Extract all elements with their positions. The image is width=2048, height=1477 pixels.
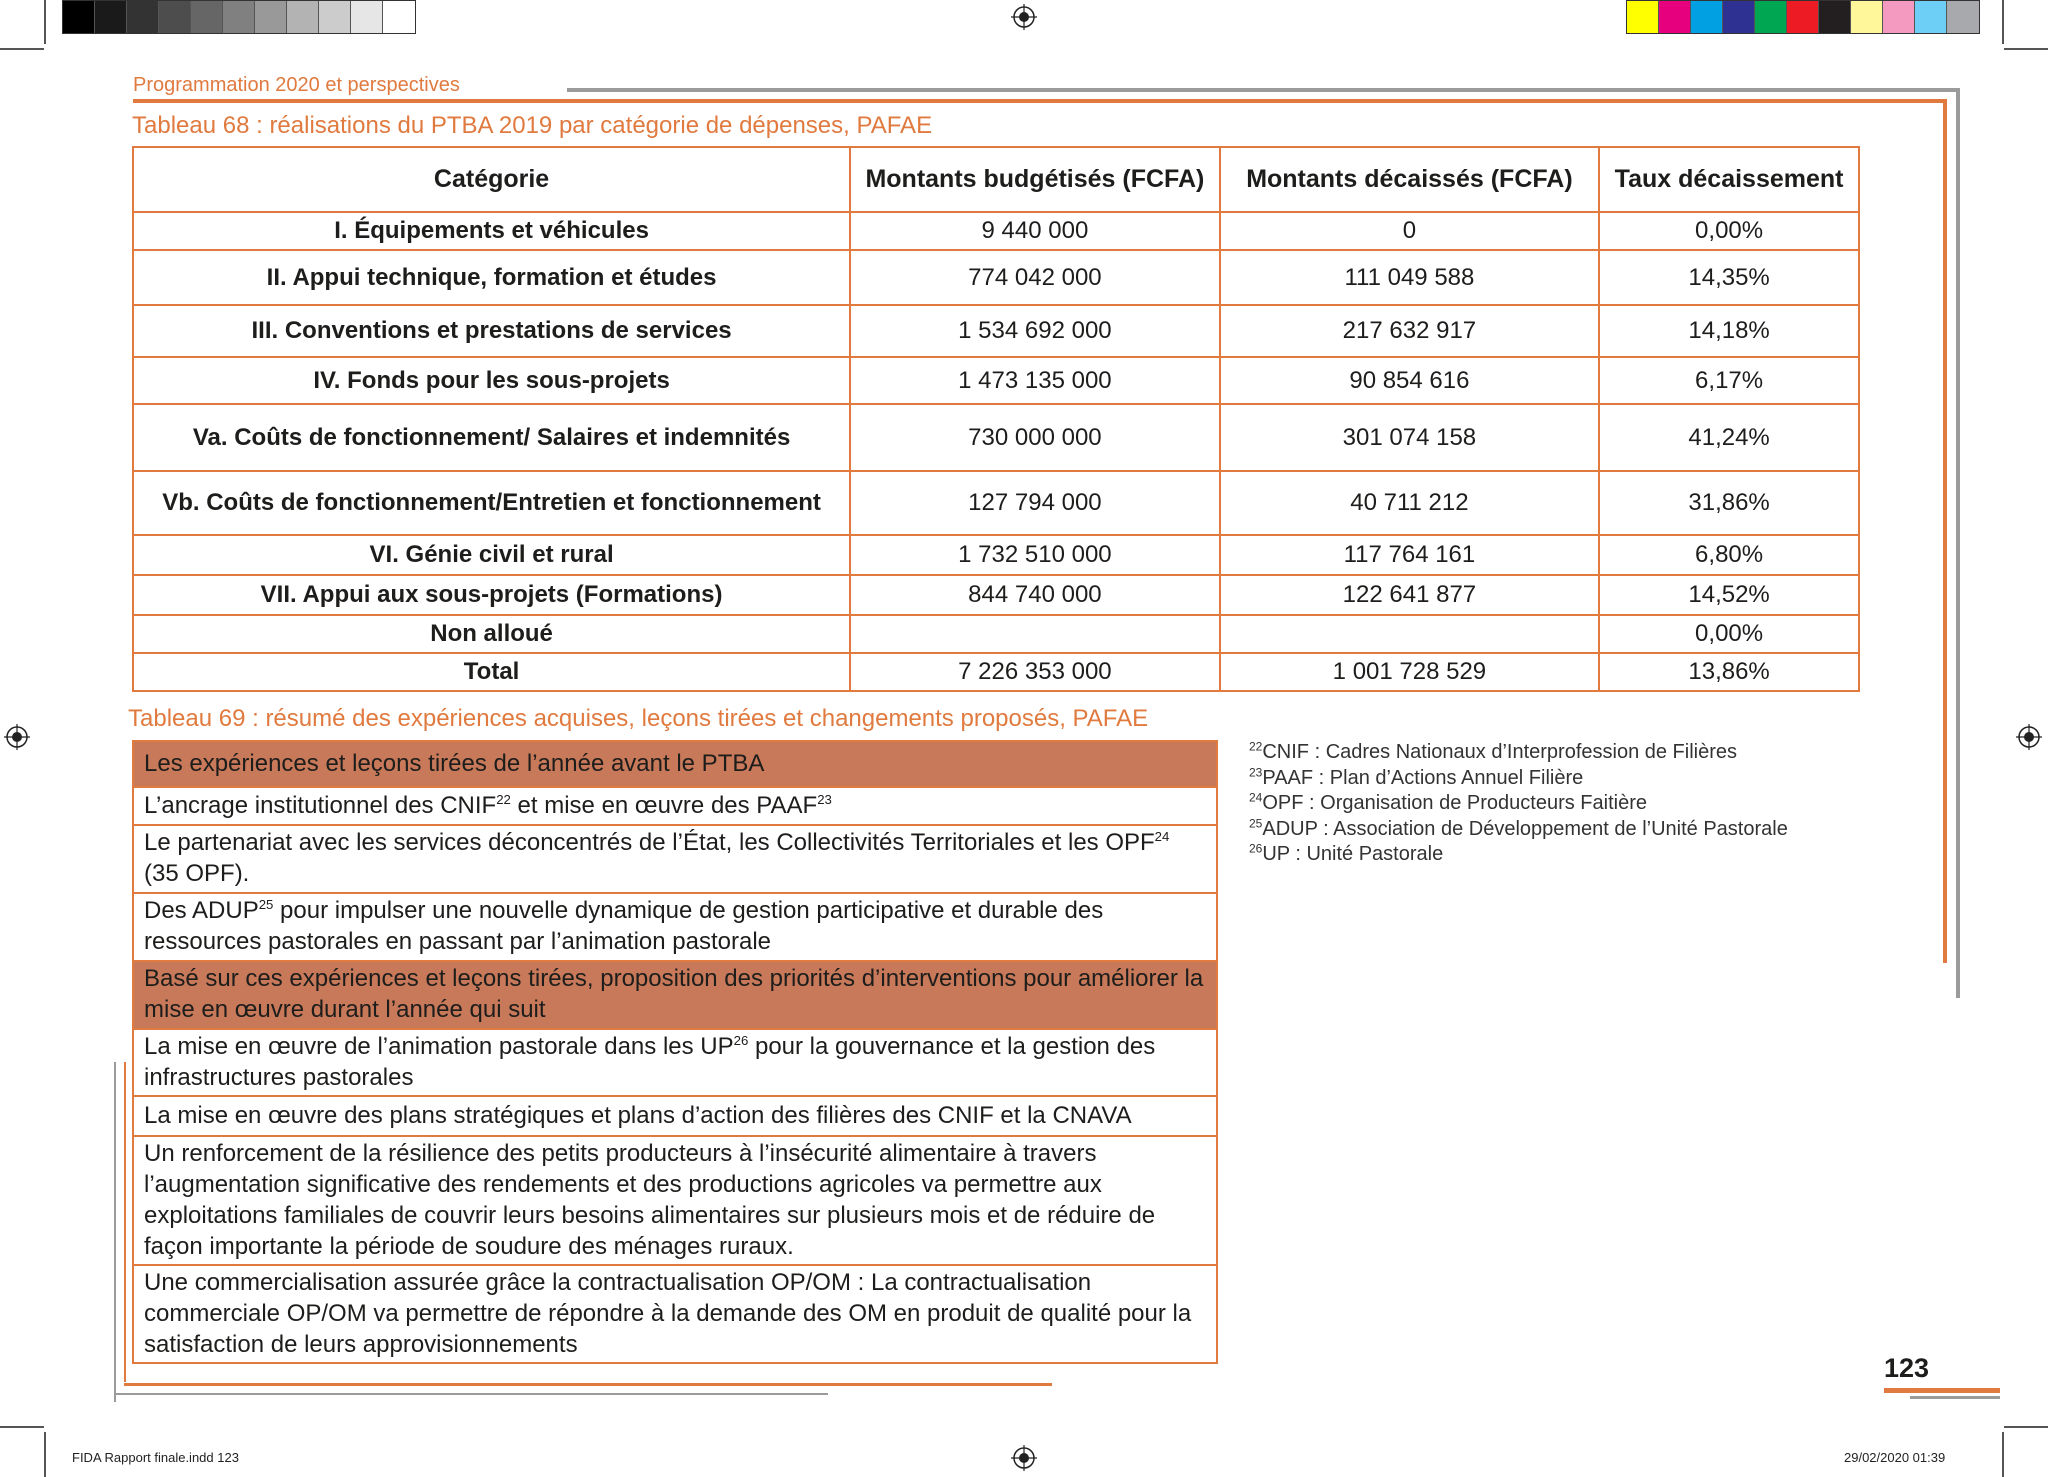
crop-mark bbox=[2002, 0, 2004, 44]
page-number-rule bbox=[1910, 1396, 2000, 1399]
lesson-text: (35 OPF). bbox=[144, 860, 250, 887]
color-swatch bbox=[95, 1, 127, 33]
disbursed-cell: 117 764 161 bbox=[1220, 535, 1599, 575]
color-swatch bbox=[1627, 1, 1659, 33]
footnote-text: PAAF : Plan d’Actions Annuel Filière bbox=[1262, 766, 1584, 789]
frame-rule bbox=[124, 1062, 126, 1382]
lesson-text: L’ancrage institutionnel des CNIF bbox=[144, 791, 497, 819]
frame-rule bbox=[114, 1062, 116, 1402]
rate-cell: 13,86% bbox=[1599, 653, 1859, 691]
color-swatch bbox=[191, 1, 223, 33]
rate-cell: 0,00% bbox=[1599, 615, 1859, 653]
table69-caption: Tableau 69 : résumé des expériences acquises, leçons tirées et changements proposés, PAFAE bbox=[128, 705, 1149, 732]
category-cell: III. Conventions et prestations de services bbox=[133, 305, 850, 357]
table-row bbox=[133, 575, 1859, 615]
footnote bbox=[1249, 740, 1788, 766]
crop-mark bbox=[44, 0, 46, 44]
disbursed-cell: 122 641 877 bbox=[1220, 575, 1599, 615]
color-swatch bbox=[1755, 1, 1787, 33]
disbursed-cell: 217 632 917 bbox=[1220, 305, 1599, 357]
grayscale-color-bar bbox=[62, 0, 416, 34]
section-header: Les expériences et leçons tirées de l’année avant le PTBA bbox=[133, 741, 1217, 787]
table68-caption: Tableau 68 : réalisations du PTBA 2019 par catégorie de dépenses, PAFAE bbox=[132, 112, 933, 139]
priority-text: La mise en œuvre de l’animation pastorale dans les UP bbox=[144, 1033, 734, 1060]
footnotes bbox=[1249, 740, 1788, 868]
lesson-text: Le partenariat avec les services déconcentrés de l’État, les Collectivités Territoriales et les OPF bbox=[144, 829, 1155, 857]
category-cell: VI. Génie civil et rural bbox=[133, 535, 850, 575]
disbursed-cell: 90 854 616 bbox=[1220, 357, 1599, 404]
footnote-ref: 26 bbox=[733, 1033, 749, 1048]
footnote-text: UP : Unité Pastorale bbox=[1262, 843, 1444, 865]
section-header: Basé sur ces expériences et leçons tirées, proposition des priorités d’interventions pour améliorer la mise en œuvre durant l’année qui suit bbox=[133, 961, 1217, 1029]
column-header: Taux décaissement bbox=[1599, 147, 1859, 212]
running-head: Programmation 2020 et perspectives bbox=[133, 74, 460, 96]
disbursed-cell: 301 074 158 bbox=[1220, 404, 1599, 471]
footnote-text: ADUP : Association de Développement de l’Unité Pastorale bbox=[1262, 817, 1788, 840]
table-row bbox=[133, 404, 1859, 471]
table-row bbox=[133, 1265, 1217, 1363]
rate-cell: 6,80% bbox=[1599, 535, 1859, 575]
crop-mark bbox=[2004, 48, 2048, 50]
footnote bbox=[1249, 791, 1788, 817]
table-row bbox=[133, 535, 1859, 575]
process-color-bar bbox=[1626, 0, 1980, 34]
color-swatch bbox=[1787, 1, 1819, 33]
column-header: Catégorie bbox=[133, 147, 850, 212]
category-cell: IV. Fonds pour les sous-projets bbox=[133, 357, 850, 404]
orange-rule-vertical bbox=[1943, 99, 1947, 963]
column-header: Montants budgétisés (FCFA) bbox=[850, 147, 1220, 212]
page-number-rule bbox=[1884, 1388, 2000, 1393]
footnote bbox=[1249, 817, 1788, 843]
table-row bbox=[133, 1136, 1217, 1265]
color-swatch bbox=[351, 1, 383, 33]
frame-rule bbox=[124, 1383, 1052, 1386]
table-row bbox=[133, 1096, 1217, 1136]
footnote-number: 25 bbox=[1249, 815, 1263, 830]
crop-mark bbox=[0, 48, 44, 50]
table-row bbox=[133, 615, 1859, 653]
disbursed-cell: 111 049 588 bbox=[1220, 250, 1599, 305]
footnote-ref: 24 bbox=[1154, 829, 1170, 845]
budget-cell: 774 042 000 bbox=[850, 250, 1220, 305]
frame-rule bbox=[114, 1393, 828, 1395]
slug-datetime: 29/02/2020 01:39 bbox=[1844, 1450, 1946, 1465]
table-row bbox=[133, 1029, 1217, 1096]
color-swatch bbox=[1691, 1, 1723, 33]
category-cell: VII. Appui aux sous-projets (Formations) bbox=[133, 575, 850, 615]
disbursed-cell: 40 711 212 bbox=[1220, 471, 1599, 535]
category-cell: Total bbox=[133, 653, 850, 691]
lesson-cell bbox=[133, 787, 1217, 825]
color-swatch bbox=[287, 1, 319, 33]
crop-mark bbox=[0, 1426, 44, 1428]
color-swatch bbox=[223, 1, 255, 33]
crop-mark bbox=[2002, 1432, 2004, 1477]
color-swatch bbox=[1723, 1, 1755, 33]
budget-cell: 844 740 000 bbox=[850, 575, 1220, 615]
lesson-text: et mise en œuvre des PAAF bbox=[510, 791, 818, 819]
section-header-row bbox=[133, 961, 1217, 1029]
crop-mark bbox=[2004, 1426, 2048, 1428]
table-row bbox=[133, 471, 1859, 535]
color-swatch bbox=[1883, 1, 1915, 33]
priority-cell: La mise en œuvre des plans stratégiques et plans d’action des filières des CNIF et la CNAVA bbox=[133, 1096, 1217, 1136]
budget-cell: 1 732 510 000 bbox=[850, 535, 1220, 575]
registration-mark-icon bbox=[1011, 4, 1037, 30]
color-swatch bbox=[127, 1, 159, 33]
footnote-ref: 23 bbox=[817, 791, 832, 807]
lesson-cell bbox=[133, 825, 1217, 893]
registration-mark-icon bbox=[2016, 724, 2042, 750]
footnote-number: 26 bbox=[1249, 841, 1263, 856]
page-number: 123 bbox=[1884, 1353, 1930, 1383]
category-cell: II. Appui technique, formation et études bbox=[133, 250, 850, 305]
budget-cell bbox=[850, 615, 1220, 653]
slug-filename: FIDA Rapport finale.indd 123 bbox=[72, 1450, 239, 1465]
footnote bbox=[1249, 842, 1788, 868]
header-rule bbox=[567, 88, 1960, 92]
table69 bbox=[132, 740, 1218, 1364]
color-swatch bbox=[1947, 1, 1979, 33]
priority-cell: Un renforcement de la résilience des petits producteurs à l’insécurité alimentaire à travers l’augmentation significative des rendements et des productions agricoles va permettre aux exploitations familiales de couvrir leurs besoins alimentaires sur plusieurs mois et de réduire de façon importante la période de soudure des ménages ruraux. bbox=[133, 1136, 1217, 1265]
footnote-ref: 25 bbox=[258, 897, 274, 913]
table68 bbox=[132, 146, 1860, 692]
color-swatch bbox=[255, 1, 287, 33]
budget-cell: 9 440 000 bbox=[850, 212, 1220, 250]
table-row bbox=[133, 305, 1859, 357]
category-cell: Va. Coûts de fonctionnement/ Salaires et indemnités bbox=[133, 404, 850, 471]
disbursed-cell bbox=[1220, 615, 1599, 653]
registration-mark-icon bbox=[1011, 1445, 1037, 1471]
color-swatch bbox=[63, 1, 95, 33]
color-swatch bbox=[1851, 1, 1883, 33]
table-total-row bbox=[133, 653, 1859, 691]
budget-cell: 127 794 000 bbox=[850, 471, 1220, 535]
budget-cell: 1 473 135 000 bbox=[850, 357, 1220, 404]
color-swatch bbox=[1819, 1, 1851, 33]
footnote-number: 24 bbox=[1249, 790, 1263, 805]
lesson-cell bbox=[133, 893, 1217, 961]
category-cell: Vb. Coûts de fonctionnement/Entretien et fonctionnement bbox=[133, 471, 850, 535]
priority-cell bbox=[133, 1029, 1217, 1096]
color-swatch bbox=[1659, 1, 1691, 33]
color-swatch bbox=[383, 1, 415, 33]
disbursed-cell: 1 001 728 529 bbox=[1220, 653, 1599, 691]
table-header-row bbox=[133, 147, 1859, 212]
rate-cell: 14,18% bbox=[1599, 305, 1859, 357]
rate-cell: 0,00% bbox=[1599, 212, 1859, 250]
rate-cell: 6,17% bbox=[1599, 357, 1859, 404]
column-header: Montants décaissés (FCFA) bbox=[1220, 147, 1599, 212]
rate-cell: 31,86% bbox=[1599, 471, 1859, 535]
table-row bbox=[133, 893, 1217, 961]
orange-rule bbox=[133, 99, 1947, 103]
footnote bbox=[1249, 766, 1788, 792]
category-cell: Non alloué bbox=[133, 615, 850, 653]
budget-cell: 7 226 353 000 bbox=[850, 653, 1220, 691]
rate-cell: 14,52% bbox=[1599, 575, 1859, 615]
table-row bbox=[133, 787, 1217, 825]
table-row bbox=[133, 212, 1859, 250]
priority-cell: Une commercialisation assurée grâce la contractualisation OP/OM : La contractualisation commerciale OP/OM va permettre de répondre à la demande des OM en produit de qualité pour la satisfaction de leurs approvisionnements bbox=[133, 1265, 1217, 1363]
rate-cell: 41,24% bbox=[1599, 404, 1859, 471]
table-row bbox=[133, 357, 1859, 404]
footnote-number: 23 bbox=[1249, 764, 1263, 779]
color-swatch bbox=[159, 1, 191, 33]
budget-cell: 1 534 692 000 bbox=[850, 305, 1220, 357]
table-row bbox=[133, 825, 1217, 893]
category-cell: I. Équipements et véhicules bbox=[133, 212, 850, 250]
footnote-ref: 22 bbox=[496, 791, 511, 807]
disbursed-cell: 0 bbox=[1220, 212, 1599, 250]
footnote-number: 22 bbox=[1249, 739, 1263, 754]
lesson-text: pour impulser une nouvelle dynamique de gestion participative et durable des ressources pastorales en passant par l’animation pastorale bbox=[144, 897, 1104, 955]
color-swatch bbox=[319, 1, 351, 33]
color-swatch bbox=[1915, 1, 1947, 33]
budget-cell: 730 000 000 bbox=[850, 404, 1220, 471]
crop-mark bbox=[44, 1432, 46, 1477]
lesson-text: Des ADUP bbox=[144, 897, 259, 925]
footnote-text: OPF : Organisation de Producteurs Faitière bbox=[1262, 792, 1647, 814]
registration-mark-icon bbox=[4, 724, 30, 750]
priority-text: pour la gouvernance et la gestion des infrastructures pastorales bbox=[144, 1033, 1156, 1091]
rate-cell: 14,35% bbox=[1599, 250, 1859, 305]
footnote-text: CNIF : Cadres Nationaux d’Interprofession de Filières bbox=[1262, 741, 1738, 763]
table-row bbox=[133, 250, 1859, 305]
header-rule-vertical bbox=[1956, 88, 1960, 998]
section-header-row bbox=[133, 741, 1217, 787]
